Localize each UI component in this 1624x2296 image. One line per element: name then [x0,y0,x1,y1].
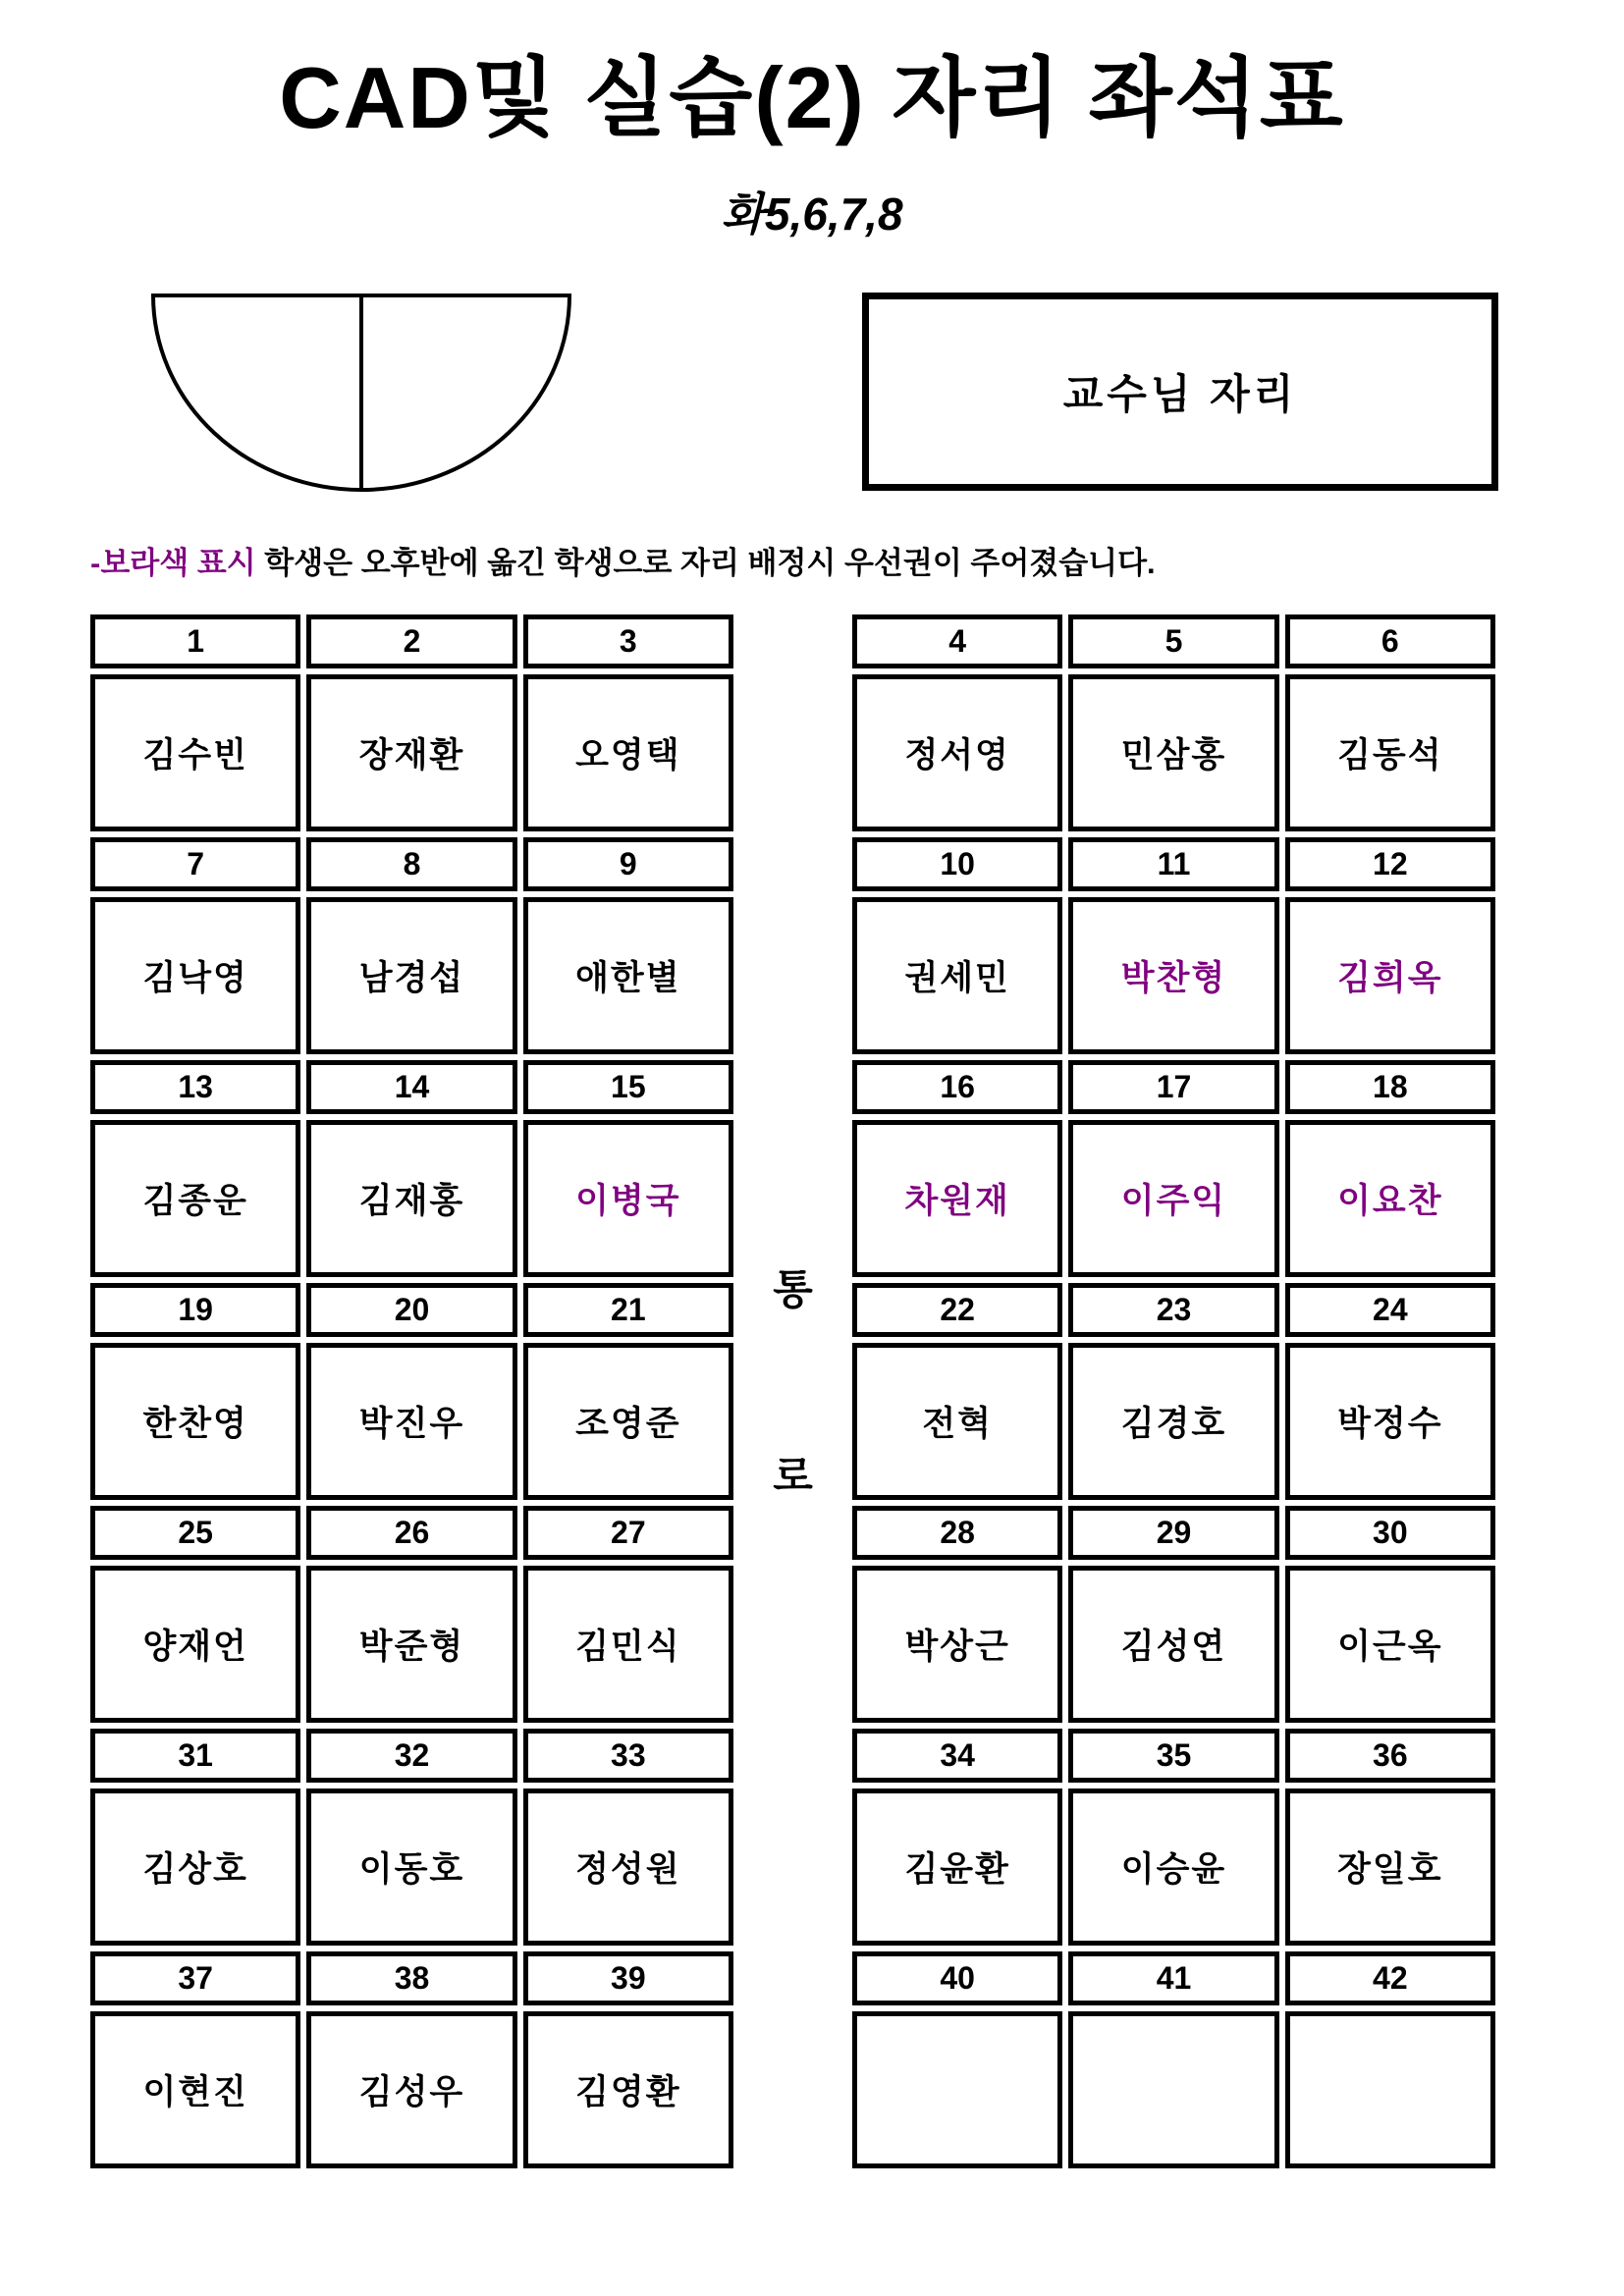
seat-name: 남경섭 [306,897,516,1054]
seat-name: 조영준 [523,1343,733,1500]
seat-name: 오영택 [523,674,733,831]
seat-number: 34 [852,1729,1062,1783]
seat-number: 26 [306,1506,516,1560]
seat-number: 18 [1285,1060,1495,1114]
seat-number: 23 [1068,1283,1278,1337]
seat-number: 22 [852,1283,1062,1337]
seat-name: 김수빈 [90,674,300,831]
seat-number: 36 [1285,1729,1495,1783]
seat-number: 5 [1068,614,1278,668]
aisle-label-tong: 통 [773,1266,813,1312]
seat-name: 김민식 [523,1566,733,1723]
seat-name: 민삼홍 [1068,674,1278,831]
seat-number: 1 [90,614,300,668]
seat-number: 7 [90,837,300,891]
seat-name: 정서영 [852,674,1062,831]
seat-number: 32 [306,1729,516,1783]
seat-number: 37 [90,1951,300,2005]
legend-note-text: 학생은 오후반에 옮긴 학생으로 자리 배정시 우선권이 주어졌습니다. [255,546,1156,580]
seat-number: 35 [1068,1729,1278,1783]
seat-name [1285,2011,1495,2168]
seat-name [1068,2011,1278,2168]
seat-number: 24 [1285,1283,1495,1337]
seat-number: 10 [852,837,1062,891]
seat-name: 이병국 [523,1120,733,1277]
seat-name: 장일호 [1285,1789,1495,1946]
seat-name: 김영환 [523,2011,733,2168]
seat-number: 30 [1285,1506,1495,1560]
seat-number: 12 [1285,837,1495,891]
seat-number: 2 [306,614,516,668]
seat-name: 김희옥 [1285,897,1495,1054]
seat-number: 29 [1068,1506,1278,1560]
seat-number: 13 [90,1060,300,1114]
legend-note-highlight: -보라색 표시 [90,546,256,580]
seat-number: 6 [1285,614,1495,668]
seat-name: 김성연 [1068,1566,1278,1723]
seat-name: 이주익 [1068,1120,1278,1277]
seat-name: 김성우 [306,2011,516,2168]
seat-name: 한찬영 [90,1343,300,1500]
seat-name: 차원재 [852,1120,1062,1277]
seat-name: 애한별 [523,897,733,1054]
seat-number: 38 [306,1951,516,2005]
seat-name: 김종운 [90,1120,300,1277]
seat-name: 이현진 [90,2011,300,2168]
seat-name: 전혁 [852,1343,1062,1500]
seat-name: 김윤환 [852,1789,1062,1946]
seat-name: 이요찬 [1285,1120,1495,1277]
aisle [733,614,852,2174]
seat-number: 17 [1068,1060,1278,1114]
seat-number: 39 [523,1951,733,2005]
seat-number: 16 [852,1060,1062,1114]
seat-number: 33 [523,1729,733,1783]
podium-shape [149,292,573,496]
seat-name: 이승윤 [1068,1789,1278,1946]
seat-name: 정성원 [523,1789,733,1946]
seat-name: 박정수 [1285,1343,1495,1500]
aisle-label-ro: 로 [773,1453,813,1499]
legend-note [90,538,1156,582]
seat-name: 김재홍 [306,1120,516,1277]
seat-name: 이동호 [306,1789,516,1946]
seat-name: 장재환 [306,674,516,831]
seat-name: 양재언 [90,1566,300,1723]
seating-area [90,614,1495,2174]
seat-name: 김동석 [1285,674,1495,831]
professor-seat-label: 교수님 자리 [1062,371,1298,417]
seat-name: 권세민 [852,897,1062,1054]
seat-number: 14 [306,1060,516,1114]
seat-name [852,2011,1062,2168]
seat-number: 31 [90,1729,300,1783]
seat-name: 박진우 [306,1343,516,1500]
seat-number: 8 [306,837,516,891]
seat-number: 21 [523,1283,733,1337]
seat-name: 박찬형 [1068,897,1278,1054]
seat-number: 20 [306,1283,516,1337]
seat-name: 이근옥 [1285,1566,1495,1723]
page-subtitle: 화5,6,7,8 [721,188,903,240]
seat-number: 9 [523,837,733,891]
seat-number: 11 [1068,837,1278,891]
page-title: CAD및 실습(2) 자리 좌석표 [279,49,1345,146]
seat-name: 김낙영 [90,897,300,1054]
seat-name: 김상호 [90,1789,300,1946]
professor-seat-box [862,293,1498,491]
seat-number: 3 [523,614,733,668]
seat-name: 박준형 [306,1566,516,1723]
seat-number: 28 [852,1506,1062,1560]
seat-name: 김경호 [1068,1343,1278,1500]
seat-block-right [852,614,1495,2174]
seat-number: 25 [90,1506,300,1560]
seat-number: 4 [852,614,1062,668]
seat-number: 41 [1068,1951,1278,2005]
seat-number: 15 [523,1060,733,1114]
seat-block-left [90,614,733,2174]
seat-number: 19 [90,1283,300,1337]
seat-name: 박상근 [852,1566,1062,1723]
seat-number: 27 [523,1506,733,1560]
seat-number: 42 [1285,1951,1495,2005]
seat-number: 40 [852,1951,1062,2005]
